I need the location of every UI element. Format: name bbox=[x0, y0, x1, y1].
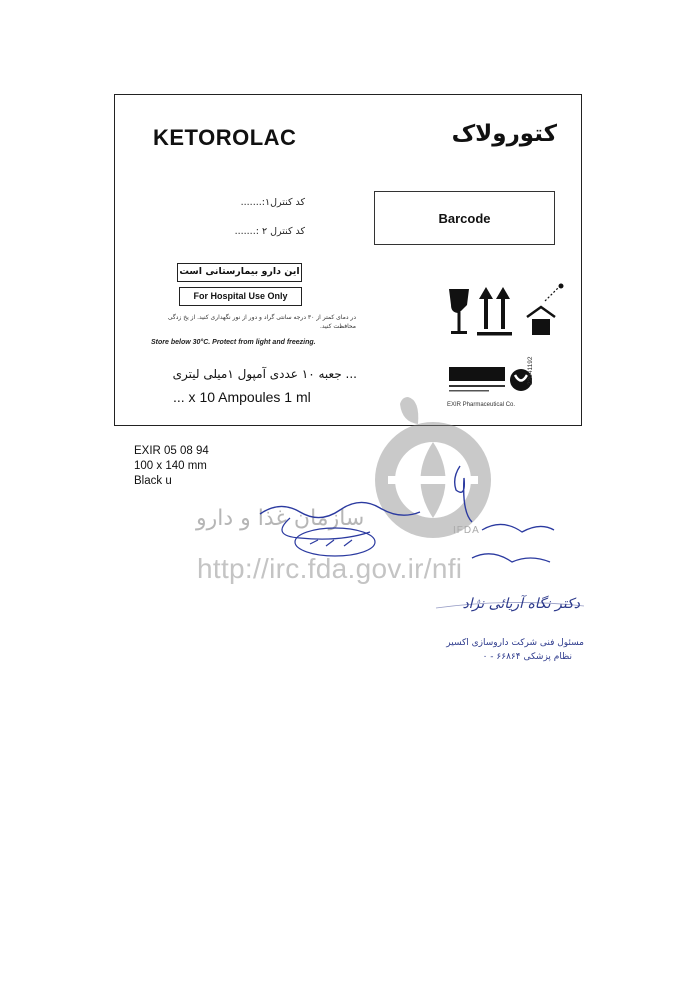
ifda-mark: IFDA bbox=[453, 525, 480, 536]
fragile-glass-icon bbox=[449, 289, 469, 334]
company-name: EXIR Pharmaceutical Co. bbox=[447, 402, 516, 408]
artwork-size: 100 x 140 mm bbox=[134, 460, 207, 472]
pack-size-en: ... x 10 Ampoules 1 ml bbox=[173, 389, 311, 405]
this-way-up-icon bbox=[477, 287, 512, 336]
signature-right bbox=[442, 462, 572, 582]
keep-dry-icon bbox=[527, 284, 564, 336]
storage-text-en: Store below 30°C. Protect from light and freezing. bbox=[151, 339, 316, 346]
stamp-name: دکتر نگاه آریائی نژاد bbox=[462, 596, 580, 612]
side-code: 22041192 bbox=[527, 356, 534, 385]
control-code-2: کد کنترل ۲ :....... bbox=[234, 226, 305, 237]
handling-icons bbox=[441, 283, 571, 343]
hospital-use-en: For Hospital Use Only bbox=[179, 287, 302, 306]
signature-left bbox=[250, 496, 430, 566]
pack-size-fa: ... جعبه ۱۰ عددی آمپول ۱میلی لیتری bbox=[172, 367, 357, 381]
stamp-title: مسئول فنی شرکت داروسازی اکسیر bbox=[446, 638, 584, 648]
stamp-license: نظام پزشکی ۶۶۸۶۴ - ۰ bbox=[482, 652, 572, 662]
storage-text-fa: در دمای کمتر از ۳۰ درجه سانتی گراد و دور از نور نگهداری کنید. از یخ زدگی محافظت کنید. bbox=[167, 314, 356, 330]
product-name-en: KETOROLAC bbox=[153, 125, 297, 150]
watermark-text-fa: سازمان غذا و دارو bbox=[196, 506, 365, 531]
product-label bbox=[114, 94, 582, 426]
hospital-use-fa: این دارو بیمارستانی است bbox=[177, 263, 302, 282]
control-code-1: کد کنترل۱:....... bbox=[240, 197, 305, 208]
product-name-fa: کتورولاک bbox=[451, 121, 557, 147]
watermark-url: http://irc.fda.gov.ir/nfi bbox=[197, 553, 463, 584]
artwork-code: EXIR 05 08 94 bbox=[134, 445, 209, 457]
artwork-color: Black u bbox=[134, 475, 172, 487]
barcode-box: Barcode bbox=[374, 191, 555, 245]
